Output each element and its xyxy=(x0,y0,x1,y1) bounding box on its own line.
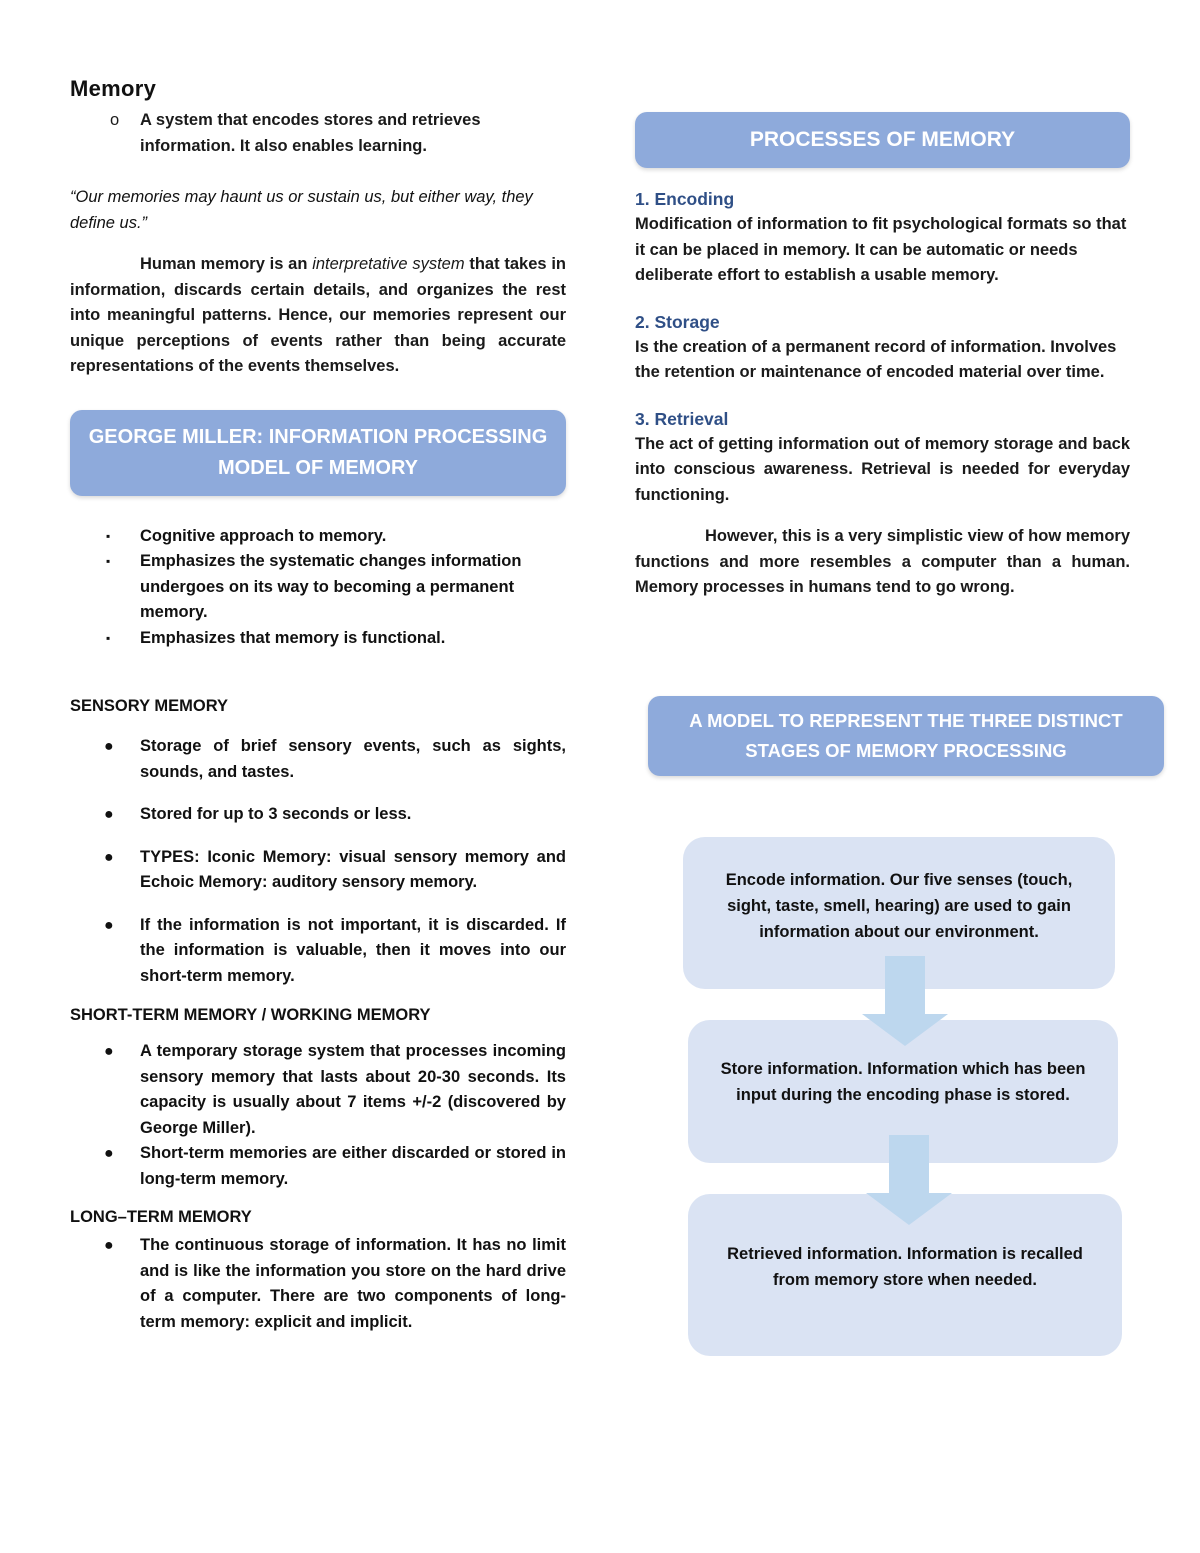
square-bullet-icon: ▪ xyxy=(106,554,111,568)
list-item: ▪ Emphasizes the systematic changes information undergoes on its way to becoming a permanent memory. xyxy=(70,549,566,626)
long-term-memory-heading: LONG–TERM MEMORY xyxy=(70,1208,252,1226)
list-item: ● Storage of brief sensory events, such as sights, sounds, and tastes. xyxy=(70,734,566,785)
dot-bullet-icon: ● xyxy=(104,1043,114,1060)
process-text: Modification of information to fit psychological formats so that it can be placed in memory. It can be automatic or needs deliberate effort to establish a usable memory. xyxy=(635,215,1127,284)
list-item: ● TYPES: Iconic Memory: visual sensory memory and Echoic Memory: auditory sensory memory. xyxy=(70,845,566,896)
memory-quote: “Our memories may haunt us or sustain us, but either way, they define us.” xyxy=(70,188,533,232)
processes-banner: PROCESSES OF MEMORY xyxy=(635,112,1130,168)
list-item: ● A temporary storage system that processes incoming sensory memory that lasts about 20-30 seconds. Its capacity is usually about 7 items +/-2 (discovered by George Miller). xyxy=(70,1039,566,1141)
list-item: ● If the information is not important, it is discarded. If the information is valuable, then it moves into our short-term memory. xyxy=(70,913,566,990)
circle-bullet-icon: o xyxy=(110,111,120,129)
process-text: The act of getting information out of memory storage and back into conscious awareness. Retrieval is needed for everyday functioning. xyxy=(635,434,1130,504)
model-banner: A MODEL TO REPRESENT THE THREE DISTINCT STAGES OF MEMORY PROCESSING xyxy=(648,696,1164,776)
retrieve-box: Retrieved information. Information is recalled from memory store when needed. xyxy=(688,1194,1122,1356)
page-title: Memory xyxy=(70,76,157,101)
down-arrow-icon xyxy=(862,956,948,1046)
process-title: 3. Retrieval xyxy=(635,408,729,429)
dot-bullet-icon: ● xyxy=(104,738,114,755)
right-column xyxy=(635,112,1130,601)
down-arrow-shape xyxy=(862,956,948,1046)
store-box: Store information. Information which has been input during the encoding phase is stored. xyxy=(688,1020,1118,1163)
miller-points-list xyxy=(70,524,566,652)
dot-bullet-icon: ● xyxy=(104,916,114,934)
down-arrow-icon xyxy=(866,1135,952,1225)
square-bullet-icon: ▪ xyxy=(106,528,111,543)
short-term-memory-heading: SHORT-TERM MEMORY / WORKING MEMORY xyxy=(70,1006,431,1024)
dot-bullet-icon: ● xyxy=(104,1237,114,1254)
however-paragraph: However, this is a very simplistic view of how memory functions and more resembles a computer than a human. Memory processes in humans tend to go wrong. xyxy=(635,527,1130,596)
left-column xyxy=(70,76,566,1335)
process-title: 2. Storage xyxy=(635,311,720,332)
list-item: ▪ Cognitive approach to memory. xyxy=(70,524,566,550)
list-item: ● The continuous storage of information. It has no limit and is like the information you store on the hard drive of a computer. There are two components of long-term memory: explicit and implicit. xyxy=(70,1233,566,1335)
process-text: Is the creation of a permanent record of information. Involves the retention or maintenance of encoded material over time. xyxy=(635,337,1117,381)
encode-box: Encode information. Our five senses (touch, sight, taste, smell, hearing) are used to gain information about our environment. xyxy=(683,837,1115,989)
miller-banner: GEORGE MILLER: INFORMATION PROCESSING MODEL OF MEMORY xyxy=(70,410,566,496)
list-item: ● Stored for up to 3 seconds or less. xyxy=(70,802,566,828)
dot-bullet-icon: ● xyxy=(104,1145,114,1162)
sensory-points-list xyxy=(70,734,566,989)
sensory-memory-heading: SENSORY MEMORY xyxy=(70,697,228,715)
list-item: ● Short-term memories are either discarded or stored in long-term memory. xyxy=(70,1141,566,1192)
human-memory-paragraph: Human memory is an interpretative system that takes in information, discards certain details, and organizes the rest into meaningful patterns. Hence, our memories represent our unique perceptions of events rather than being accurate representations of the events themselves. xyxy=(70,255,566,375)
stm-points-list xyxy=(70,1039,566,1192)
ltm-points-list xyxy=(70,1233,566,1335)
memory-definition: o A system that encodes stores and retrieves information. It also enables learning. xyxy=(70,108,566,159)
square-bullet-icon: ▪ xyxy=(106,630,111,645)
list-item: ▪ Emphasizes that memory is functional. xyxy=(70,626,566,652)
dot-bullet-icon: ● xyxy=(104,848,114,866)
dot-bullet-icon: ● xyxy=(104,806,114,823)
down-arrow-shape xyxy=(866,1135,952,1225)
process-title: 1. Encoding xyxy=(635,189,735,209)
